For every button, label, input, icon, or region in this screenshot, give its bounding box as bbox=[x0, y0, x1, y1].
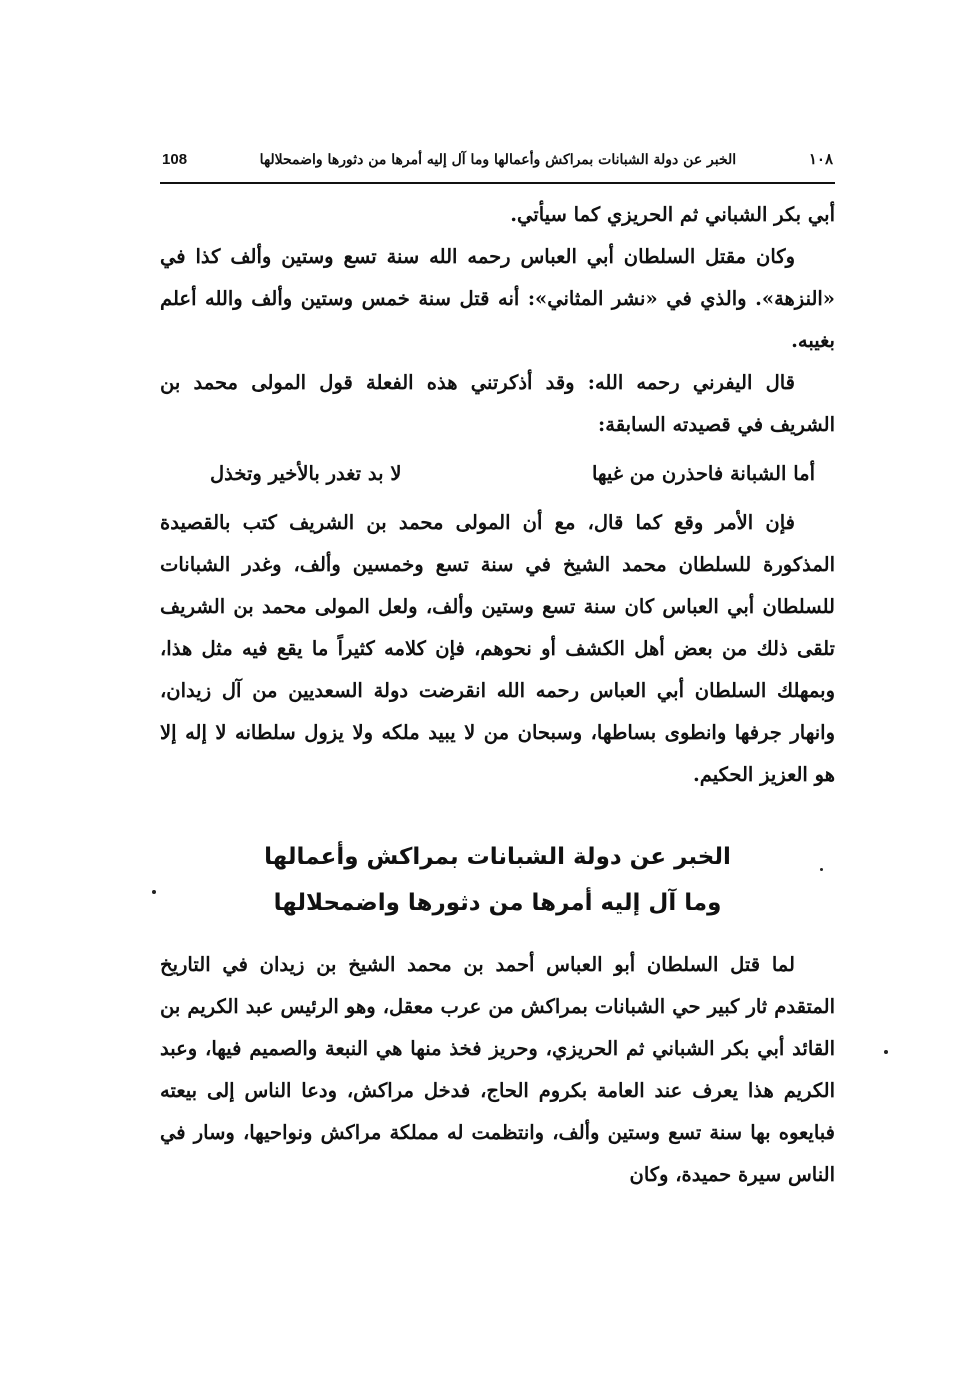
body-text-middle bbox=[160, 502, 835, 796]
paragraph-ifrani-quote: قال اليفرني رحمه الله: وقد أذكرتني هذه الفعلة قول المولى محمد بن الشريف في قصيدته السابقة: bbox=[160, 371, 835, 436]
running-title: الخبر عن دولة الشبانات بمراكش وأعمالها وما آل إليه أمرها من دثورها واضمحلالها bbox=[259, 152, 737, 168]
verse-second-hemistich: لا بد تغدر بالأخير وتخذل bbox=[210, 462, 402, 485]
paragraph-final: لما قتل السلطان أبو العباس أحمد بن محمد الشيخ بن زيدان في التاريخ المتقدم ثار كبير حي الشبانات بمراكش من عرب معقل، وهو الرئيس عبد الكريم بن القائد أبي بكر الشباني ثم الحريزي، وحريز فخذ منها هي النبعة والصميم فيها، وعبد الكريم هذا يعرف عند العامة بكروم الحاج، فدخل مراكش، ودعا الناس إلى بيعته فبايعوه بها سنة تسع وستين وألف، وانتظمت له مملكة مراكش ونواحيها، وسار في الناس سيرة حميدة، وكان bbox=[160, 953, 835, 1186]
scan-speck bbox=[152, 890, 156, 894]
section-heading-line-1: الخبر عن دولة الشبانات بمراكش وأعمالها bbox=[264, 844, 731, 870]
body-text-bottom bbox=[160, 944, 835, 1196]
poem-verse bbox=[160, 452, 835, 496]
body-text-top bbox=[160, 194, 835, 446]
paragraph-continuation: أبي بكر الشباني ثم الحريزي كما سيأتي. bbox=[510, 203, 835, 226]
scan-speck bbox=[884, 1050, 888, 1054]
section-heading-line-2: وما آل إليه أمرها من دثورها واضمحلالها bbox=[273, 890, 722, 916]
verse-first-hemistich: أما الشبانة فاحذرن من غيها bbox=[591, 462, 815, 485]
section-heading bbox=[160, 834, 835, 926]
paragraph-death-date: وكان مقتل السلطان أبي العباس رحمه الله سنة تسع وستين وألف كذا في «النزهة». والذي في «نشر المثاني»: أنه قتل سنة خمس وستين وألف والله أعلم بغيبه. bbox=[160, 245, 835, 352]
running-header bbox=[160, 150, 835, 184]
page-number-arabic: ١٠٨ bbox=[808, 150, 833, 168]
paragraph-after-verse: فإن الأمر وقع كما قال، مع أن المولى محمد بن الشريف كتب بالقصيدة المذكورة للسلطان محمد الشيخ في سنة تسع وخمسين وألف، وغدر الشبانات للسلطان أبي العباس كان سنة تسع وستين وألف، ولعل المولى محمد بن الشريف تلقى ذلك من بعض أهل الكشف أو نحوهم، فإن كلامه كثيراً ما يقع فيه مثل هذا، وبمهلك السلطان أبي العباس رحمه الله انقرضت دولة السعديين من آل زيدان، وانهار جرفها وانطوى بساطها، وسبحان من لا يبيد ملكه ولا يزول سلطانه لا إله إلا هو العزيز الحكيم. bbox=[160, 511, 835, 786]
scan-speck bbox=[820, 868, 823, 871]
book-page bbox=[160, 150, 835, 1196]
page-number-latin: 108 bbox=[162, 151, 188, 168]
